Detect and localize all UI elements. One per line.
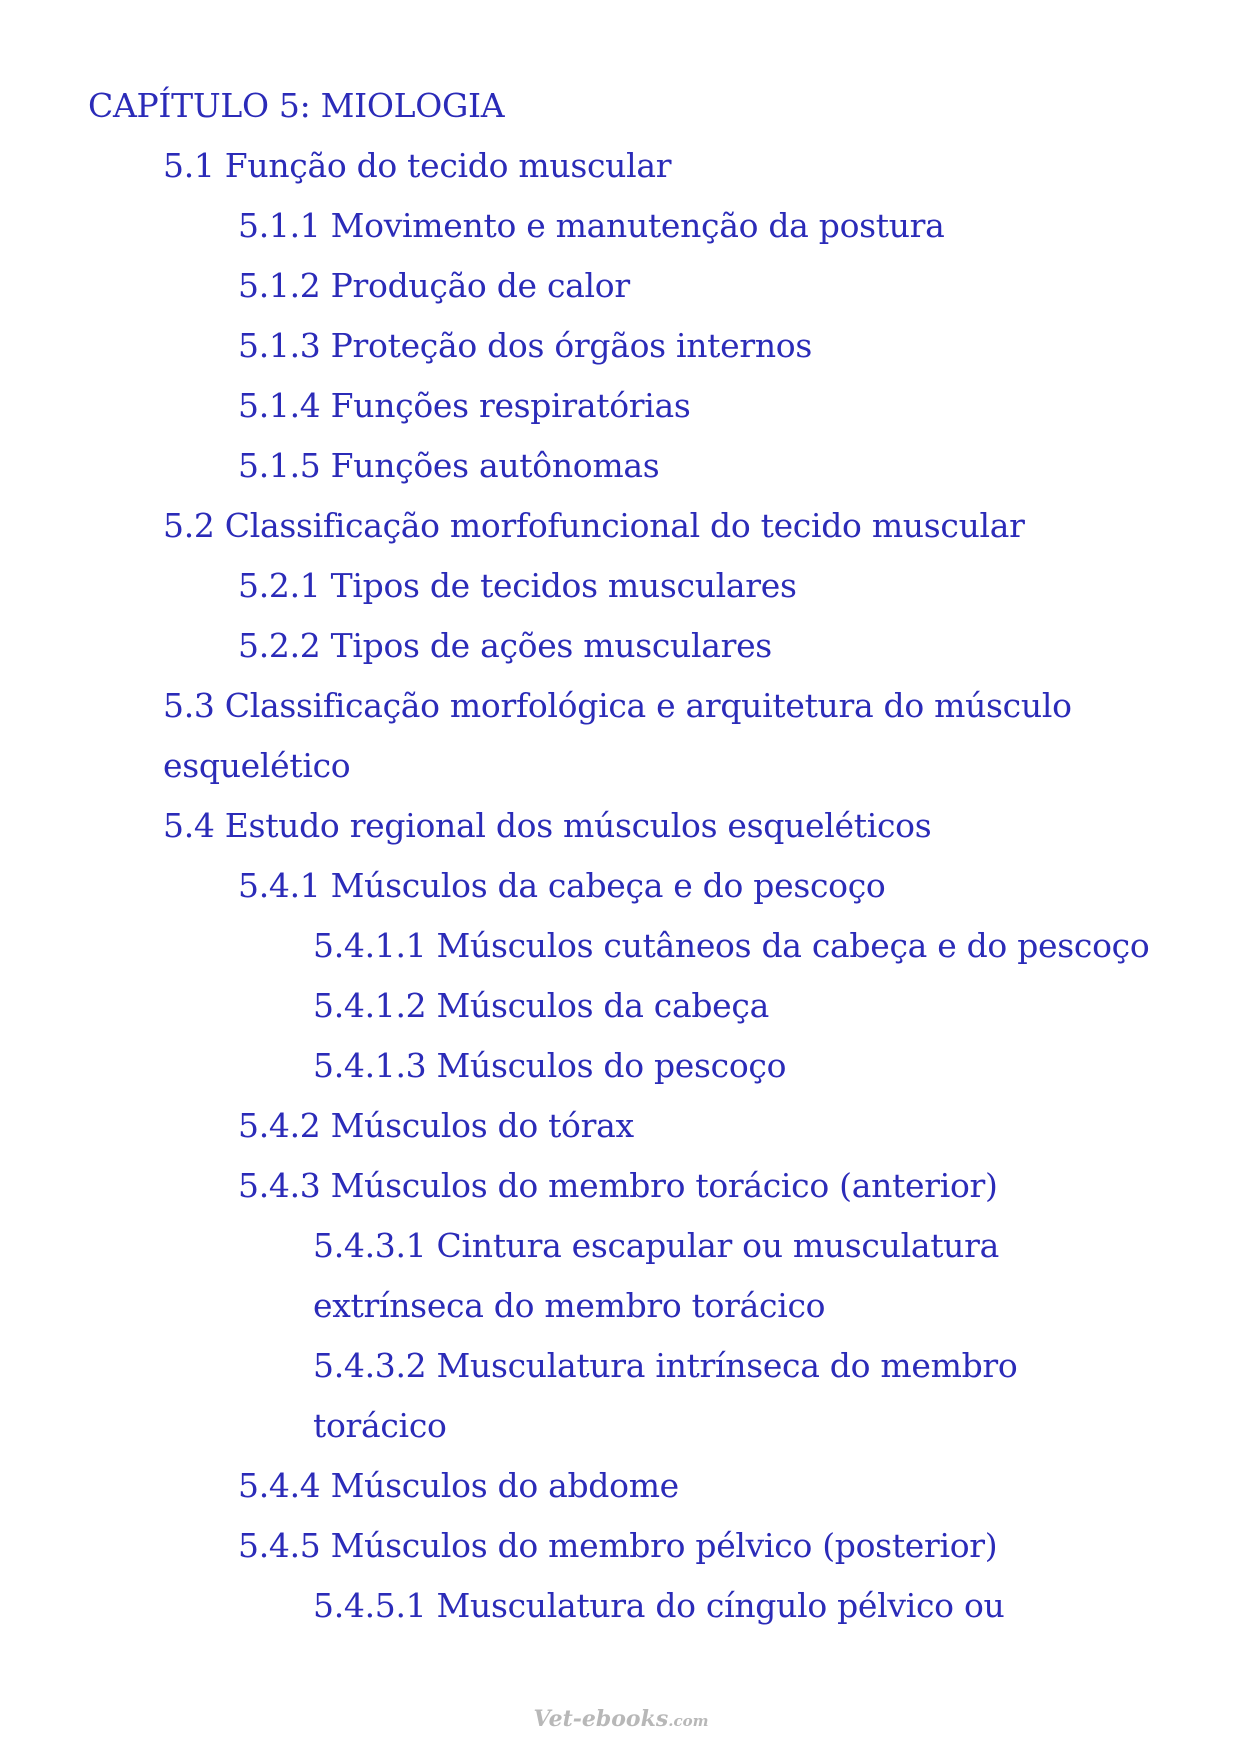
vet-ebooks-logo — [0, 1706, 1242, 1732]
toc-section-5-4-3[interactable]: 5.4.3 Músculos do membro torácico (anterior) — [238, 1166, 998, 1205]
toc-section-5-4-5-1[interactable]: 5.4.5.1 Musculatura do cíngulo pélvico ou — [313, 1586, 1005, 1625]
toc-section-5-4-5[interactable]: 5.4.5 Músculos do membro pélvico (posterior) — [238, 1526, 998, 1565]
toc-section-5-2[interactable]: 5.2 Classificação morfofuncional do tecido muscular — [163, 506, 1025, 545]
toc-section-5-4-3-2-continued[interactable]: torácico — [313, 1406, 447, 1445]
toc-section-5-4[interactable]: 5.4 Estudo regional dos músculos esqueléticos — [163, 806, 932, 845]
toc-section-5-1-4[interactable]: 5.1.4 Funções respiratórias — [238, 386, 691, 425]
toc-section-5-4-2[interactable]: 5.4.2 Músculos do tórax — [238, 1106, 634, 1145]
toc-section-5-1-5[interactable]: 5.1.5 Funções autônomas — [238, 446, 660, 485]
toc-section-5-4-1-3[interactable]: 5.4.1.3 Músculos do pescoço — [313, 1046, 787, 1085]
toc-section-5-2-2[interactable]: 5.2.2 Tipos de ações musculares — [238, 626, 772, 665]
toc-chapter-5[interactable]: CAPÍTULO 5: MIOLOGIA — [88, 86, 505, 125]
toc-section-5-4-3-2[interactable]: 5.4.3.2 Musculatura intrínseca do membro — [313, 1346, 1018, 1385]
toc-section-5-3-continued[interactable]: esquelético — [163, 746, 351, 785]
table-of-contents — [0, 76, 1242, 1636]
toc-section-5-4-1-2[interactable]: 5.4.1.2 Músculos da cabeça — [313, 986, 769, 1025]
toc-section-5-2-1[interactable]: 5.2.1 Tipos de tecidos musculares — [238, 566, 797, 605]
toc-section-5-4-1[interactable]: 5.4.1 Músculos da cabeça e do pescoço — [238, 866, 886, 905]
toc-section-5-4-3-1[interactable]: 5.4.3.1 Cintura escapular ou musculatura — [313, 1226, 999, 1265]
logo-domain-text: .com — [668, 1712, 709, 1730]
toc-section-5-1[interactable]: 5.1 Função do tecido muscular — [163, 146, 672, 185]
toc-section-5-1-2[interactable]: 5.1.2 Produção de calor — [238, 266, 630, 305]
logo-main-text: Vet-ebooks — [533, 1706, 669, 1732]
toc-section-5-1-1[interactable]: 5.1.1 Movimento e manutenção da postura — [238, 206, 945, 245]
toc-section-5-1-3[interactable]: 5.1.3 Proteção dos órgãos internos — [238, 326, 812, 365]
toc-section-5-4-3-1-continued[interactable]: extrínseca do membro torácico — [313, 1286, 826, 1325]
toc-section-5-4-1-1[interactable]: 5.4.1.1 Músculos cutâneos da cabeça e do pescoço — [313, 926, 1150, 965]
toc-section-5-3[interactable]: 5.3 Classificação morfológica e arquitetura do músculo — [163, 686, 1072, 725]
toc-section-5-4-4[interactable]: 5.4.4 Músculos do abdome — [238, 1466, 679, 1505]
